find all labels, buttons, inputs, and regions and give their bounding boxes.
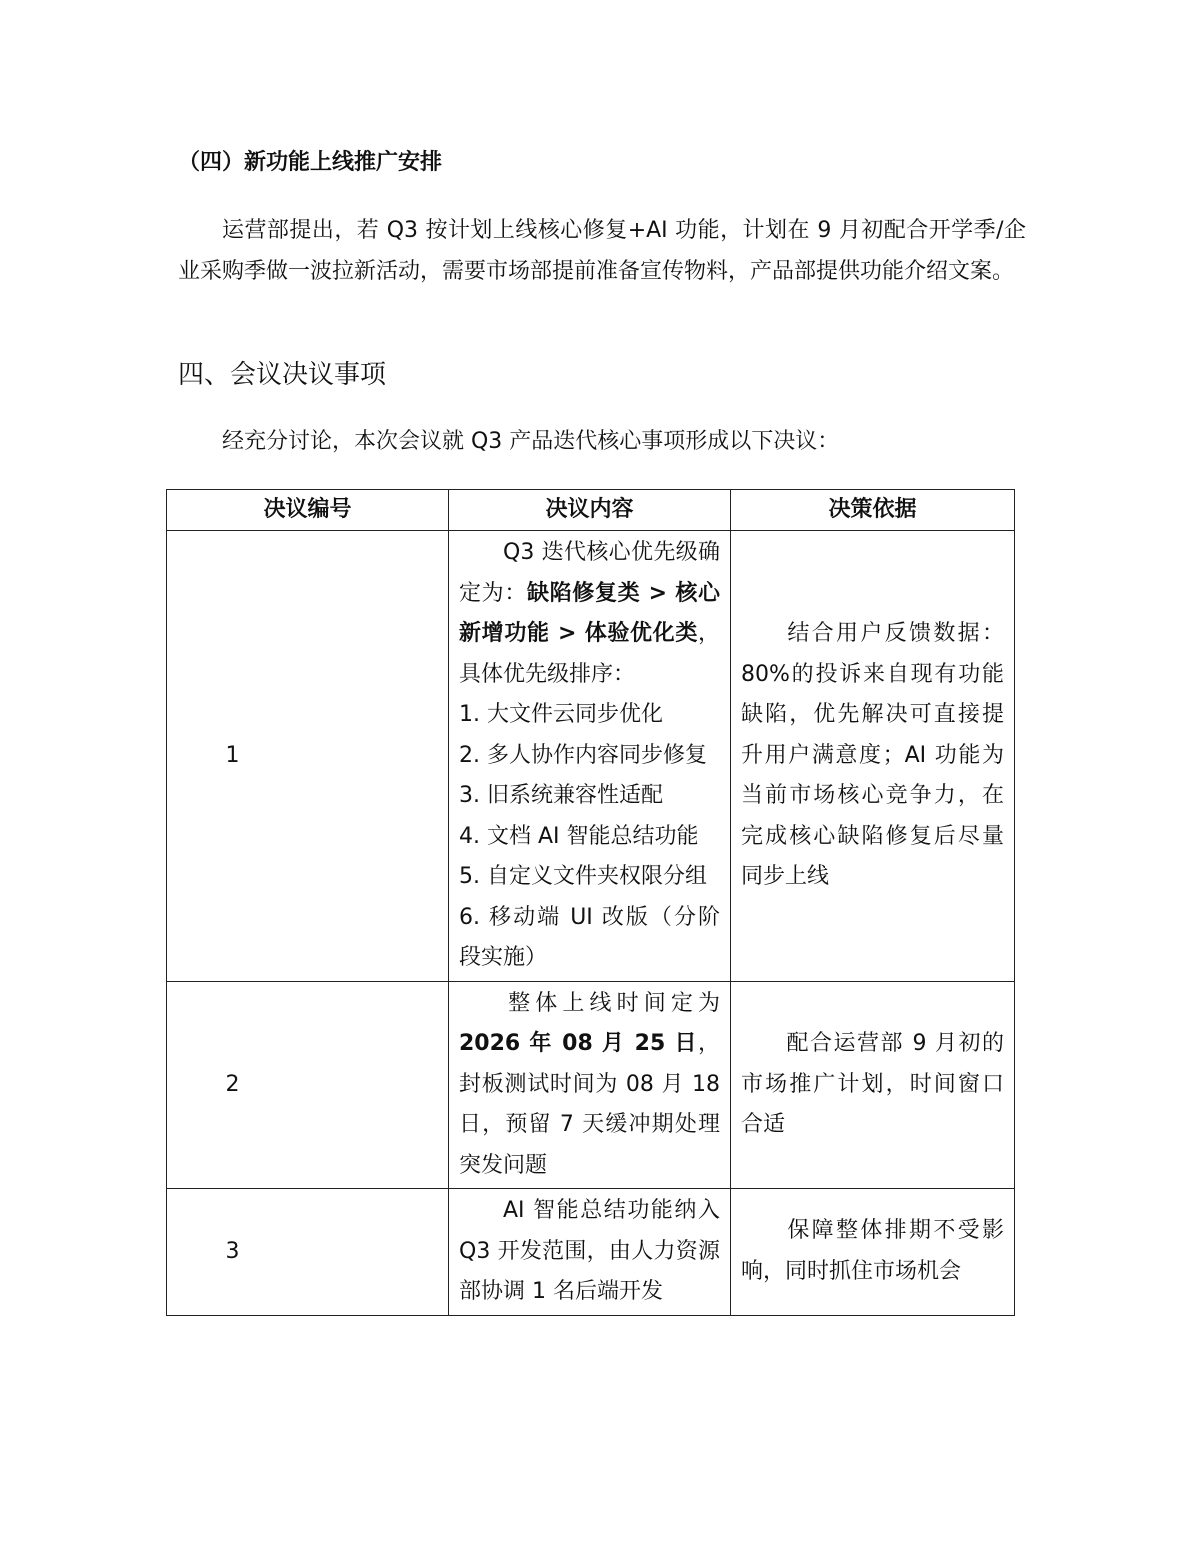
table-row xyxy=(167,981,1015,1189)
table-row xyxy=(167,531,1015,982)
header-basis: 决策依据 xyxy=(731,490,1015,531)
basis-text: 配合运营部 9 月初的市场推广计划，时间窗口合适 xyxy=(741,1031,1004,1137)
row-content xyxy=(449,981,731,1189)
list-item: 5. 自定义文件夹权限分组 xyxy=(459,864,707,889)
list-item: 1. 大文件云同步优化 xyxy=(459,702,663,727)
list-item: 4. 文档 AI 智能总结功能 xyxy=(459,823,699,849)
table-header-row xyxy=(167,490,1015,531)
content-tail: ，封板测试时间为 08 月 18 日，预留 7 天缓冲期处理突发问题 xyxy=(459,1031,720,1178)
row-basis xyxy=(731,531,1015,982)
basis-text: 结合用户反馈数据：80%的投诉来自现有功能缺陷，优先解决可直接提升用户满意度；AI 功能为当前市场核心竞争力，在完成核心缺陷修复后尽量同步上线 xyxy=(741,621,1004,889)
section-heading: 四、会议决议事项 xyxy=(178,360,387,390)
content-bold: 缺陷修复类 > 核心新增功能 > 体验优化类 xyxy=(459,580,720,646)
row-basis xyxy=(731,1189,1015,1316)
content-lead: 整体上线时间定为 xyxy=(503,990,720,1016)
row-number: 3 xyxy=(167,1189,449,1316)
row-number: 1 xyxy=(167,531,449,982)
row-content xyxy=(449,531,731,982)
table-row xyxy=(167,1189,1015,1316)
header-content: 决议内容 xyxy=(449,490,731,531)
content-bold: 2026 年 08 月 25 日 xyxy=(459,1031,698,1056)
decisions-table xyxy=(166,489,1015,1316)
list-item: 3. 旧系统兼容性适配 xyxy=(459,783,663,808)
sub-heading: （四）新功能上线推广安排 xyxy=(178,150,443,175)
row-content xyxy=(449,1189,731,1316)
content-lead: AI 智能总结功能纳入 Q3 开发范围，由人力资源部协调 1 名后端开发 xyxy=(459,1198,720,1304)
promotion-paragraph: 运营部提出，若 Q3 按计划上线核心修复+AI 功能，计划在 9 月初配合开学季/企业采购季做一波拉新活动，需要市场部提前准备宣传物料，产品部提供功能介绍文案。 xyxy=(178,218,1026,284)
basis-text: 保障整体排期不受影响，同时抓住市场机会 xyxy=(741,1218,1004,1284)
intro-paragraph: 经充分讨论，本次会议就 Q3 产品迭代核心事项形成以下决议： xyxy=(222,429,840,454)
list-item: 6. 移动端 UI 改版（分阶段实施） xyxy=(459,904,720,970)
content-lead: Q3 迭代核心优先级确定为： xyxy=(459,540,720,606)
row-number: 2 xyxy=(167,981,449,1189)
list-item: 2. 多人协作内容同步修复 xyxy=(459,742,707,768)
header-number: 决议编号 xyxy=(167,490,449,531)
row-basis xyxy=(731,981,1015,1189)
content-tail: ，具体优先级排序： xyxy=(459,621,720,687)
